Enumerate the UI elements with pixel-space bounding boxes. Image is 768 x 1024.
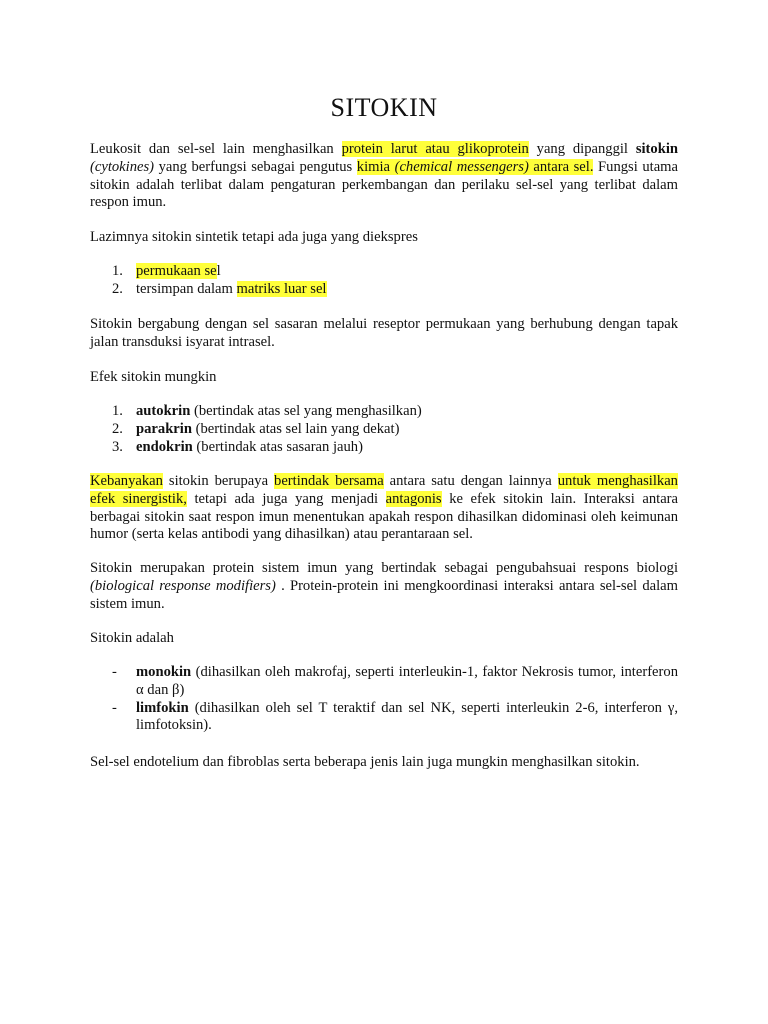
italic-term: (chemical messengers) [394, 158, 529, 175]
list-item [90, 439, 678, 457]
text-run: Leukosit dan sel-sel lain menghasilkan [90, 141, 342, 157]
list-item [90, 281, 678, 299]
paragraph-expressed: Lazimnya sitokin sintetik tetapi ada juga yang diekspres [90, 229, 418, 245]
highlight: antagonis [385, 490, 442, 507]
list-number: 1. [112, 403, 123, 419]
list-item [90, 403, 678, 421]
text-run: ke efek sitokin lain. Interaksi antara berbagai sitokin saat respon imun menentukan apakah respon dihasilkan didominasi oleh keimunan humor (serta kelas antibodi yang dihasilkan) atau perantaraan sel. [90, 490, 679, 543]
list-item-text [136, 664, 678, 700]
text-run: tersimpan dalam [136, 280, 237, 297]
highlight: protein larut atau glikoprotein [341, 141, 529, 157]
italic-term: (cytokines) [90, 158, 155, 175]
text-run: (bertindak atas sel lain yang dekat) [191, 420, 400, 437]
highlight: bertindak bersama [274, 473, 384, 489]
highlight [357, 159, 594, 175]
list-number: 2. [112, 420, 123, 437]
highlight: Kebanyakan [90, 473, 163, 489]
list-item-text [136, 700, 678, 736]
paragraph-conclusion: Sel-sel endotelium dan fibroblas serta beberapa jenis lain juga mungkin menghasilkan sitokin. [90, 754, 640, 770]
italic-term: (biological response modifiers) [90, 577, 276, 594]
paragraph-synergy [90, 473, 678, 544]
list-number: 3. [112, 438, 123, 455]
bold-term: autokrin [136, 403, 191, 419]
highlight: untuk menghasilkan efek sinergistik, [90, 473, 678, 507]
bold-term: parakrin [136, 420, 192, 437]
list-item [90, 263, 678, 281]
bold-term: monokin [136, 664, 192, 680]
list-number: 2. [112, 280, 123, 297]
list-item [90, 664, 678, 700]
text-run: . Protein-protein ini mengkoordinasi interaksi antara sel-sel dalam sistem imun. [90, 577, 678, 612]
text-run: antara satu dengan lainnya [383, 473, 558, 489]
list-number: 1. [112, 263, 123, 279]
bold-term: endokrin [136, 438, 193, 455]
page-title: SITOKIN [330, 93, 438, 122]
list-item [90, 421, 678, 439]
highlight: permukaan se [136, 263, 217, 279]
text-run: sitokin berupaya [162, 473, 275, 489]
bold-term: limfokin [136, 699, 189, 716]
paragraph-types: Sitokin adalah [90, 630, 174, 646]
list-dash: - [112, 664, 117, 680]
list-types [90, 664, 678, 735]
text-run: Sitokin merupakan protein sistem imun yang bertindak sebagai pengubahsuai respons biologi [90, 560, 678, 576]
bold-term: sitokin [635, 141, 679, 157]
list-item [90, 700, 678, 736]
text-run: l [216, 263, 221, 279]
text-run: yang berfungsi sebagai pengutus [154, 158, 357, 175]
text-run: (bertindak atas sel yang menghasilkan) [190, 403, 422, 419]
text-run: tetapi ada juga yang menjadi [186, 490, 386, 507]
text-run: (dihasilkan oleh makrofaj, seperti interleukin-1, faktor Nekrosis tumor, interferon α dan β) [136, 664, 678, 698]
highlight: matriks luar sel [236, 280, 327, 297]
text-run: (dihasilkan oleh sel T teraktif dan sel NK, seperti interleukin 2-6, interferon γ, limfotoksin). [136, 699, 678, 734]
text-run: antara sel. [528, 158, 594, 175]
list-dash: - [112, 699, 117, 716]
paragraph-receptor: Sitokin bergabung dengan sel sasaran melalui reseptor permukaan yang berhubung dengan tapak jalan transduksi isyarat intrasel. [90, 316, 678, 350]
list-location [90, 263, 678, 299]
text-run: Fungsi utama sitokin adalah terlibat dalam pengaturan perkembangan dan perilaku sel-sel yang terlibat dalam respon imun. [90, 158, 679, 211]
paragraph-effects: Efek sitokin mungkin [90, 369, 217, 385]
list-effects [90, 403, 678, 456]
text-run: yang dipanggil [528, 141, 636, 157]
text-run: (bertindak atas sasaran jauh) [192, 438, 363, 455]
text-run: kimia [356, 158, 395, 175]
paragraph-modifiers [90, 560, 678, 613]
paragraph-intro [90, 141, 678, 212]
